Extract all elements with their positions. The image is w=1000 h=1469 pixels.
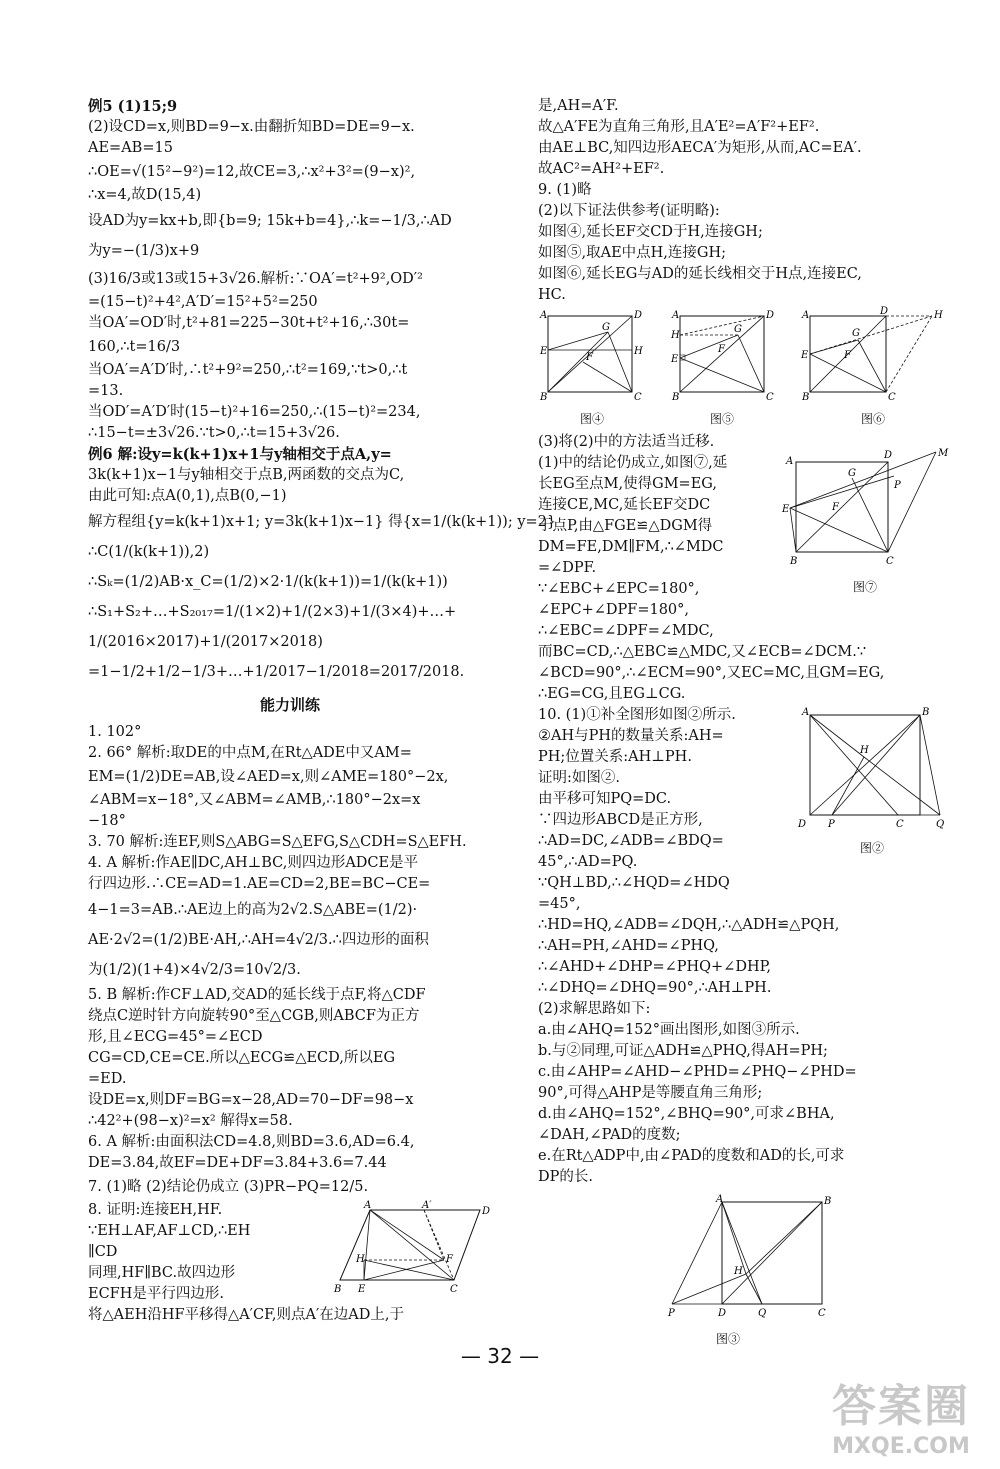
figure-6-caption: 图⑥ bbox=[860, 412, 885, 426]
svg-text:B: B bbox=[334, 1284, 342, 1295]
svg-text:B: B bbox=[922, 707, 930, 718]
svg-text:A: A bbox=[802, 707, 810, 718]
svg-text:C: C bbox=[818, 1308, 826, 1319]
svg-text:A′: A′ bbox=[422, 1200, 432, 1211]
text-line: 1/(2016×2017)+1/(2017×2018) bbox=[88, 634, 323, 650]
svg-text:H: H bbox=[860, 745, 869, 756]
text-line: ②AH与PH的数量关系:AH= bbox=[538, 728, 724, 744]
text-line: 为y=−(1/3)x+9 bbox=[88, 243, 200, 259]
svg-text:E: E bbox=[782, 504, 790, 515]
answer-line: 5. B 解析:作CF⊥AD,交AD的延长线于点F,将△CDF bbox=[88, 987, 426, 1003]
svg-text:C: C bbox=[886, 556, 894, 567]
q8-block bbox=[88, 1200, 492, 1305]
text-line: (2)以下证法供参考(证明略): bbox=[538, 203, 720, 219]
watermark-url: MXQE.COM bbox=[832, 1434, 970, 1459]
text-line: ∴S₁+S₂+…+S₂₀₁₇=1/(1×2)+1/(2×3)+1/(3×4)+…+ bbox=[88, 604, 457, 620]
text-line: ∴HD=HQ,∠ADB=∠DQH,∴△ADH≌△PQH, bbox=[538, 917, 840, 933]
answer-line: 2. 66° 解析:取DE的中点M,在Rt△ADE中又AM= bbox=[88, 745, 412, 761]
text-line: 9. (1)略 bbox=[538, 182, 592, 198]
text-line: (3)16/3或13或15+3√26.解析:∵OA′=t²+9²,OD′² bbox=[88, 271, 423, 287]
svg-text:B: B bbox=[672, 392, 680, 403]
text-line: 160,∴t=16/3 bbox=[88, 339, 181, 355]
svg-text:E: E bbox=[801, 350, 809, 361]
figure-row-4-5-6 bbox=[538, 306, 948, 430]
text-line: ∴15−t=±3√26.∵t>0,∴t=15+3√26. bbox=[88, 425, 340, 441]
figure-5-caption: 图⑤ bbox=[709, 412, 734, 426]
svg-text:F: F bbox=[446, 1254, 453, 1265]
text-line: 45°,∴AD=PQ. bbox=[538, 854, 638, 870]
svg-text:F: F bbox=[718, 344, 725, 355]
svg-text:B: B bbox=[790, 556, 798, 567]
answer-line: 形,且∠ECG=45°=∠ECD bbox=[88, 1029, 263, 1045]
answer-line: 6. A 解析:由面积法CD=4.8,则BD=3.6,AD=6.4, bbox=[88, 1134, 415, 1150]
answer-line: 行四边形.∴CE=AD=1.AE=CD=2,BE=BC−CE= bbox=[88, 876, 431, 892]
answer-line: 1. 102° bbox=[88, 724, 142, 740]
text-line: =45°, bbox=[538, 896, 581, 912]
svg-text:D: D bbox=[766, 310, 775, 321]
answer-line: 将△AEH沿HF平移得△A′CF,则点A′在边AD上,于 bbox=[88, 1307, 404, 1323]
text-line: 如图④,延长EF交CD于H,连接GH; bbox=[538, 224, 763, 240]
text-line: (2)求解思路如下: bbox=[538, 1001, 651, 1017]
svg-text:E: E bbox=[540, 346, 548, 357]
text-line: ∴OE=√(15²−9²)=12,故CE=3,∴x²+3²=(9−x)², bbox=[88, 164, 416, 180]
right-column bbox=[538, 96, 948, 1350]
svg-text:C: C bbox=[634, 392, 642, 403]
text-line: 故AC²=AH²+EF². bbox=[538, 161, 665, 177]
answer-line: 8. 证明:连接EH,HF. bbox=[88, 1202, 223, 1218]
answer-line: 3. 70 解析:连EF,则S△ABG=S△EFG,S△CDH=S△EFH. bbox=[88, 834, 467, 850]
svg-text:C: C bbox=[888, 392, 896, 403]
svg-text:D: D bbox=[880, 306, 889, 317]
q8-parallelogram-figure bbox=[334, 1200, 494, 1300]
figure-7-caption: 图⑦ bbox=[852, 580, 877, 594]
svg-text:G: G bbox=[734, 324, 742, 335]
answer-line: ∥CD bbox=[88, 1244, 118, 1260]
svg-text:P: P bbox=[668, 1308, 675, 1319]
text-line: ∠BCD=90°,∴∠ECM=90°,又EC=MC,且GM=EG, bbox=[538, 665, 885, 681]
answer-line: AE·2√2=(1/2)BE·AH,∴AH=4√2/3.∴四边形的面积 bbox=[88, 932, 429, 948]
answer-line: ∵EH⊥AF,AF⊥CD,∴EH bbox=[88, 1223, 251, 1239]
text-line: 如图⑥,延长EG与AD的延长线相交于H点,连接EC, bbox=[538, 266, 862, 282]
answer-line: 设DE=x,则DF=BG=x−28,AD=70−DF=98−x bbox=[88, 1092, 414, 1108]
text-line: ∴∠DHQ=∠DHQ=90°,∴AH⊥PH. bbox=[538, 980, 772, 996]
text-line: 设AD为y=kx+b,即{b=9; 15k+b=4},∴k=−1/3,∴AD bbox=[88, 213, 452, 229]
svg-text:P: P bbox=[828, 819, 835, 830]
svg-text:H: H bbox=[634, 346, 643, 357]
figure-2-caption: 图② bbox=[859, 841, 884, 855]
page-number: — 32 — bbox=[460, 1344, 540, 1368]
text-line: b.与②同理,可证△ADH≌△PHQ,得AH=PH; bbox=[538, 1043, 828, 1059]
text-line: 由平移可知PQ=DC. bbox=[538, 791, 672, 807]
figure-2 bbox=[796, 707, 948, 859]
text-line: d.由∠AHQ=152°,∠BHQ=90°,可求∠BHA, bbox=[538, 1106, 835, 1122]
text-line: 10. (1)①补全图形如图②所示. bbox=[538, 707, 736, 723]
svg-text:B: B bbox=[802, 392, 810, 403]
example-6-header: 例6 解:设y=k(k+1)x+1与y轴相交于点A,y= bbox=[88, 446, 392, 463]
svg-text:G: G bbox=[852, 328, 860, 339]
svg-text:A: A bbox=[364, 1200, 372, 1211]
svg-text:F: F bbox=[844, 350, 851, 361]
text-line: ∵∠EBC+∠EPC=180°, bbox=[538, 581, 700, 597]
text-line: ∵QH⊥BD,∴∠HQD=∠HDQ bbox=[538, 875, 730, 891]
svg-text:H: H bbox=[356, 1254, 365, 1265]
text-line: =(15−t)²+4²,A′D′=15²+5²=250 bbox=[88, 294, 318, 310]
svg-text:D: D bbox=[884, 450, 893, 461]
text-line: ∵四边形ABCD是正方形, bbox=[538, 812, 703, 828]
figure-3 bbox=[668, 1196, 948, 1350]
text-line: 于点P,由△FGE≌△DGM得 bbox=[538, 518, 713, 534]
text-line: c.由∠AHP=∠AHD−∠PHD=∠PHQ−∠PHD= bbox=[538, 1064, 857, 1080]
figure-4 bbox=[538, 310, 646, 430]
text-line: e.在Rt△ADP中,由∠PAD的度数和AD的长,可求 bbox=[538, 1148, 845, 1164]
text-line: =1−1/2+1/2−1/3+…+1/2017−1/2018=2017/2018. bbox=[88, 664, 465, 680]
svg-text:G: G bbox=[602, 322, 610, 333]
svg-text:A: A bbox=[786, 456, 794, 467]
svg-text:E: E bbox=[671, 354, 679, 365]
svg-text:B: B bbox=[824, 1196, 832, 1207]
text-line: 由AE⊥BC,知四边形AECA′为矩形,从而,AC=EA′. bbox=[538, 140, 862, 156]
answer-line: 4−1=3=AB.∴AE边上的高为2√2.S△ABE=(1/2)· bbox=[88, 902, 418, 918]
text-line: =∠DPF. bbox=[538, 560, 597, 576]
svg-text:F: F bbox=[832, 502, 839, 513]
text-line: (2)设CD=x,则BD=9−x.由翻折知BD=DE=9−x. bbox=[88, 119, 415, 135]
text-line: ∠DAH,∠PAD的度数; bbox=[538, 1127, 681, 1143]
svg-text:Q: Q bbox=[758, 1308, 767, 1319]
answer-line: 为(1/2)(1+4)×4√2/3=10√2/3. bbox=[88, 962, 301, 978]
svg-text:C: C bbox=[450, 1284, 458, 1295]
left-column bbox=[88, 96, 557, 1326]
svg-text:H: H bbox=[734, 1266, 743, 1277]
text-line: 当OA′=OD′时,t²+81=225−30t+t²+16,∴30t= bbox=[88, 315, 410, 331]
text-line: ∠EPC+∠DPF=180°, bbox=[538, 602, 690, 618]
svg-text:C: C bbox=[766, 392, 774, 403]
answer-line: EM=(1/2)DE=AB,设∠AED=x,则∠AME=180°−2x, bbox=[88, 769, 449, 785]
svg-text:M: M bbox=[938, 448, 949, 459]
figure-3-caption: 图③ bbox=[715, 1332, 740, 1346]
text-line: 而BC=CD,∴△EBC≌△MDC,又∠ECB=∠DCM.∵ bbox=[538, 644, 867, 660]
answer-line: =ED. bbox=[88, 1071, 127, 1087]
text-line: 连接CE,MC,延长EF交DC bbox=[538, 497, 711, 513]
text-line: 解方程组{y=k(k+1)x+1; y=3k(k+1)x−1} 得{x=1/(k(k+1)); y=2} bbox=[88, 514, 557, 530]
text-line: HC. bbox=[538, 287, 566, 303]
text-line: a.由∠AHQ=152°画出图形,如图③所示. bbox=[538, 1022, 800, 1038]
figure-4-diagram bbox=[538, 310, 646, 402]
svg-text:A: A bbox=[802, 310, 810, 321]
answer-line: 绕点C逆时针方向旋转90°至△CGB,则ABCF为正方 bbox=[88, 1008, 420, 1024]
text-line: ∴EG=CG,且EG⊥CG. bbox=[538, 686, 686, 702]
text-line: PH;位置关系:AH⊥PH. bbox=[538, 749, 692, 765]
svg-text:G: G bbox=[848, 468, 856, 479]
text-line: ∴C(1/(k(k+1)),2) bbox=[88, 544, 210, 560]
svg-text:C: C bbox=[896, 819, 904, 830]
text-line: ∴AD=DC,∠ADB=∠BDQ= bbox=[538, 833, 724, 849]
watermark-logo-text: 答案圈 bbox=[832, 1381, 970, 1432]
text-line: ∴x=4,故D(15,4) bbox=[88, 187, 202, 203]
svg-text:D: D bbox=[718, 1308, 727, 1319]
figure-3-diagram bbox=[668, 1196, 838, 1322]
svg-text:Q: Q bbox=[936, 819, 945, 830]
text-line: (1)中的结论仍成立,如图⑦,延 bbox=[538, 455, 728, 471]
text-line: AE=AB=15 bbox=[88, 140, 173, 156]
q10-block bbox=[538, 705, 948, 915]
text-line: 长EG至点M,使得GM=EG, bbox=[538, 476, 717, 492]
svg-text:F: F bbox=[586, 352, 593, 363]
svg-text:B: B bbox=[540, 392, 548, 403]
section-title: 能力训练 bbox=[259, 696, 320, 714]
text-line: (3)将(2)中的方法适当迁移. bbox=[538, 434, 715, 450]
text-line: DM=FE,DM∥FM,∴∠MDC bbox=[538, 539, 724, 555]
svg-text:D: D bbox=[482, 1206, 491, 1217]
example-5-header: 例5 (1)15;9 bbox=[88, 98, 178, 115]
watermark bbox=[832, 1370, 970, 1459]
answer-line: DE=3.84,故EF=DE+DF=3.84+3.6=7.44 bbox=[88, 1155, 387, 1171]
svg-text:H: H bbox=[671, 330, 680, 341]
svg-text:A: A bbox=[716, 1194, 724, 1205]
text-line: 90°,可得△AHP是等腰直角三角形; bbox=[538, 1085, 763, 1101]
figure-7-diagram bbox=[782, 448, 948, 570]
figure-5-diagram bbox=[668, 310, 776, 402]
figure-6 bbox=[798, 306, 948, 430]
svg-text:A: A bbox=[540, 310, 548, 321]
text-line: =13. bbox=[88, 383, 124, 399]
text-line: 由此可知:点A(0,1),点B(0,−1) bbox=[88, 488, 287, 504]
text-line: 证明:如图②. bbox=[538, 770, 620, 786]
figure-7 bbox=[782, 448, 948, 598]
figure-2-diagram bbox=[796, 707, 948, 831]
text-line: 当OD′=A′D′时(15−t)²+16=250,∴(15−t)²=234, bbox=[88, 404, 421, 420]
answer-line: CG=CD,CE=CE.所以△ECG≌△ECD,所以EG bbox=[88, 1050, 396, 1066]
figure-6-diagram bbox=[798, 306, 948, 403]
text-line: 如图⑤,取AE中点H,连接GH; bbox=[538, 245, 727, 261]
q9-part3-block bbox=[538, 432, 948, 642]
text-line: ∴AH=PH,∠AHD=∠PHQ, bbox=[538, 938, 719, 954]
text-line: ∴∠EBC=∠DPF=∠MDC, bbox=[538, 623, 714, 639]
text-line: 故△A′FE为直角三角形,且A′E²=A′F²+EF². bbox=[538, 119, 820, 135]
answer-line: 7. (1)略 (2)结论仍成立 (3)PR−PQ=12/5. bbox=[88, 1179, 369, 1195]
text-line: ∴∠AHD+∠DHP=∠PHQ+∠DHP, bbox=[538, 959, 772, 975]
svg-text:D: D bbox=[634, 310, 643, 321]
answer-line: 同理,HF∥BC.故四边形 bbox=[88, 1265, 236, 1281]
svg-text:P: P bbox=[894, 480, 901, 491]
text-line: 是,AH=A′F. bbox=[538, 98, 619, 114]
text-line: DP的长. bbox=[538, 1169, 593, 1185]
text-line: 3k(k+1)x−1与y轴相交于点B,两函数的交点为C, bbox=[88, 467, 405, 483]
text-line: ∴Sₖ=(1/2)AB·x_C=(1/2)×2·1/(k(k+1))=1/(k(k+1)) bbox=[88, 574, 448, 590]
answer-line: 4. A 解析:作AE∥DC,AH⊥BC,则四边形ADCE是平 bbox=[88, 855, 419, 871]
figure-5 bbox=[668, 310, 776, 430]
answer-line: ∠ABM=x−18°,又∠ABM=∠AMB,∴180°−2x=x bbox=[88, 792, 421, 808]
figure-4-caption: 图④ bbox=[579, 412, 604, 426]
svg-text:D: D bbox=[798, 819, 807, 830]
svg-text:E: E bbox=[358, 1284, 366, 1295]
answer-line: ∴42²+(98−x)²=x² 解得x=58. bbox=[88, 1113, 293, 1129]
answer-line: ECFH是平行四边形. bbox=[88, 1286, 224, 1302]
svg-text:H: H bbox=[934, 310, 943, 321]
answer-line: −18° bbox=[88, 813, 126, 829]
text-line: 当OA′=A′D′时,∴t²+9²=250,∴t²=169,∵t>0,∴t bbox=[88, 362, 408, 378]
svg-text:A: A bbox=[672, 310, 680, 321]
